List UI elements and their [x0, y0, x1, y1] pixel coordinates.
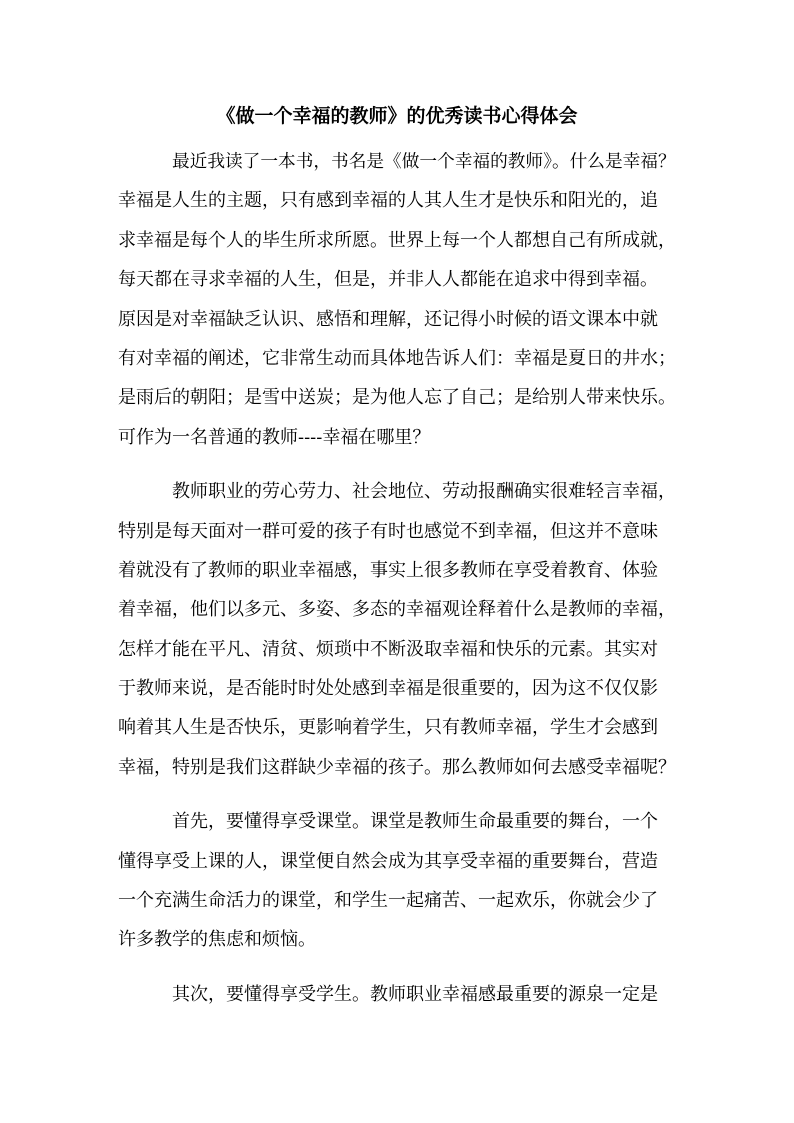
paragraph-3-line-4: 许多教学的焦虑和烦恼。	[118, 929, 316, 950]
paragraph-1-line-7: 是雨后的朝阳；是雪中送炭；是为他人忘了自己；是给别人带来快乐。	[118, 387, 676, 408]
paragraph-2-line-1: 教师职业的劳心劳力、社会地位、劳动报酬确实很难轻言幸福，	[172, 481, 676, 502]
paragraph-1-line-8: 可作为一名普通的教师----幸福在哪里？	[118, 427, 431, 448]
paragraph-2-line-7: 响着其人生是否快乐，更影响着学生，只有教师幸福，学生才会感到	[118, 717, 658, 738]
paragraph-1-line-2: 幸福是人生的主题，只有感到幸福的人其人生才是快乐和阳光的，追	[118, 190, 658, 211]
paragraph-1-line-1: 最近我读了一本书，书名是《做一个幸福的教师》。什么是幸福？	[172, 152, 676, 172]
paragraph-4-line-1: 其次，要懂得享受学生。教师职业幸福感最重要的源泉一定是	[172, 984, 658, 1005]
paragraph-2-line-5: 怎样才能在平凡、清贫、烦琐中不断汲取幸福和快乐的元素。其实对	[118, 639, 658, 660]
paragraph-2-line-3: 着就没有了教师的职业幸福感，事实上很多教师在享受着教育、体验	[118, 560, 658, 581]
paragraph-2-line-2: 特别是每天面对一群可爱的孩子有时也感觉不到幸福，但这并不意味	[118, 521, 658, 542]
paragraph-3-line-2: 懂得享受上课的人，课堂便自然会成为其享受幸福的重要舞台，营造	[118, 851, 658, 872]
paragraph-1-line-4: 每天都在寻求幸福的人生，但是，并非人人都能在追求中得到幸福。	[118, 269, 658, 290]
paragraph-3-line-1: 首先，要懂得享受课堂。课堂是教师生命最重要的舞台，一个	[172, 811, 658, 832]
paragraph-2-line-4: 着幸福，他们以多元、多姿、多态的幸福观诠释着什么是教师的幸福，	[118, 599, 676, 620]
document-title: 《做一个幸福的教师》的优秀读书心得体会	[216, 105, 578, 127]
paragraph-1-line-6: 有对幸福的阐述，它非常生动而具体地告诉人们：幸福是夏日的井水；	[118, 348, 676, 369]
paragraph-2-line-6: 于教师来说，是否能时时处处感到幸福是很重要的，因为这不仅仅影	[118, 678, 658, 699]
paragraph-1-line-3: 求幸福是每个人的毕生所求所愿。世界上每一个人都想自己有所成就，	[118, 230, 676, 251]
paragraph-3-line-3: 一个充满生命活力的课堂，和学生一起痛苦、一起欢乐，你就会少了	[118, 890, 658, 911]
paragraph-2-line-8: 幸福，特别是我们这群缺少幸福的孩子。那么教师如何去感受幸福呢？	[118, 757, 676, 778]
paragraph-1-line-5: 原因是对幸福缺乏认识、感悟和理解，还记得小时候的语文课本中就	[118, 309, 658, 330]
